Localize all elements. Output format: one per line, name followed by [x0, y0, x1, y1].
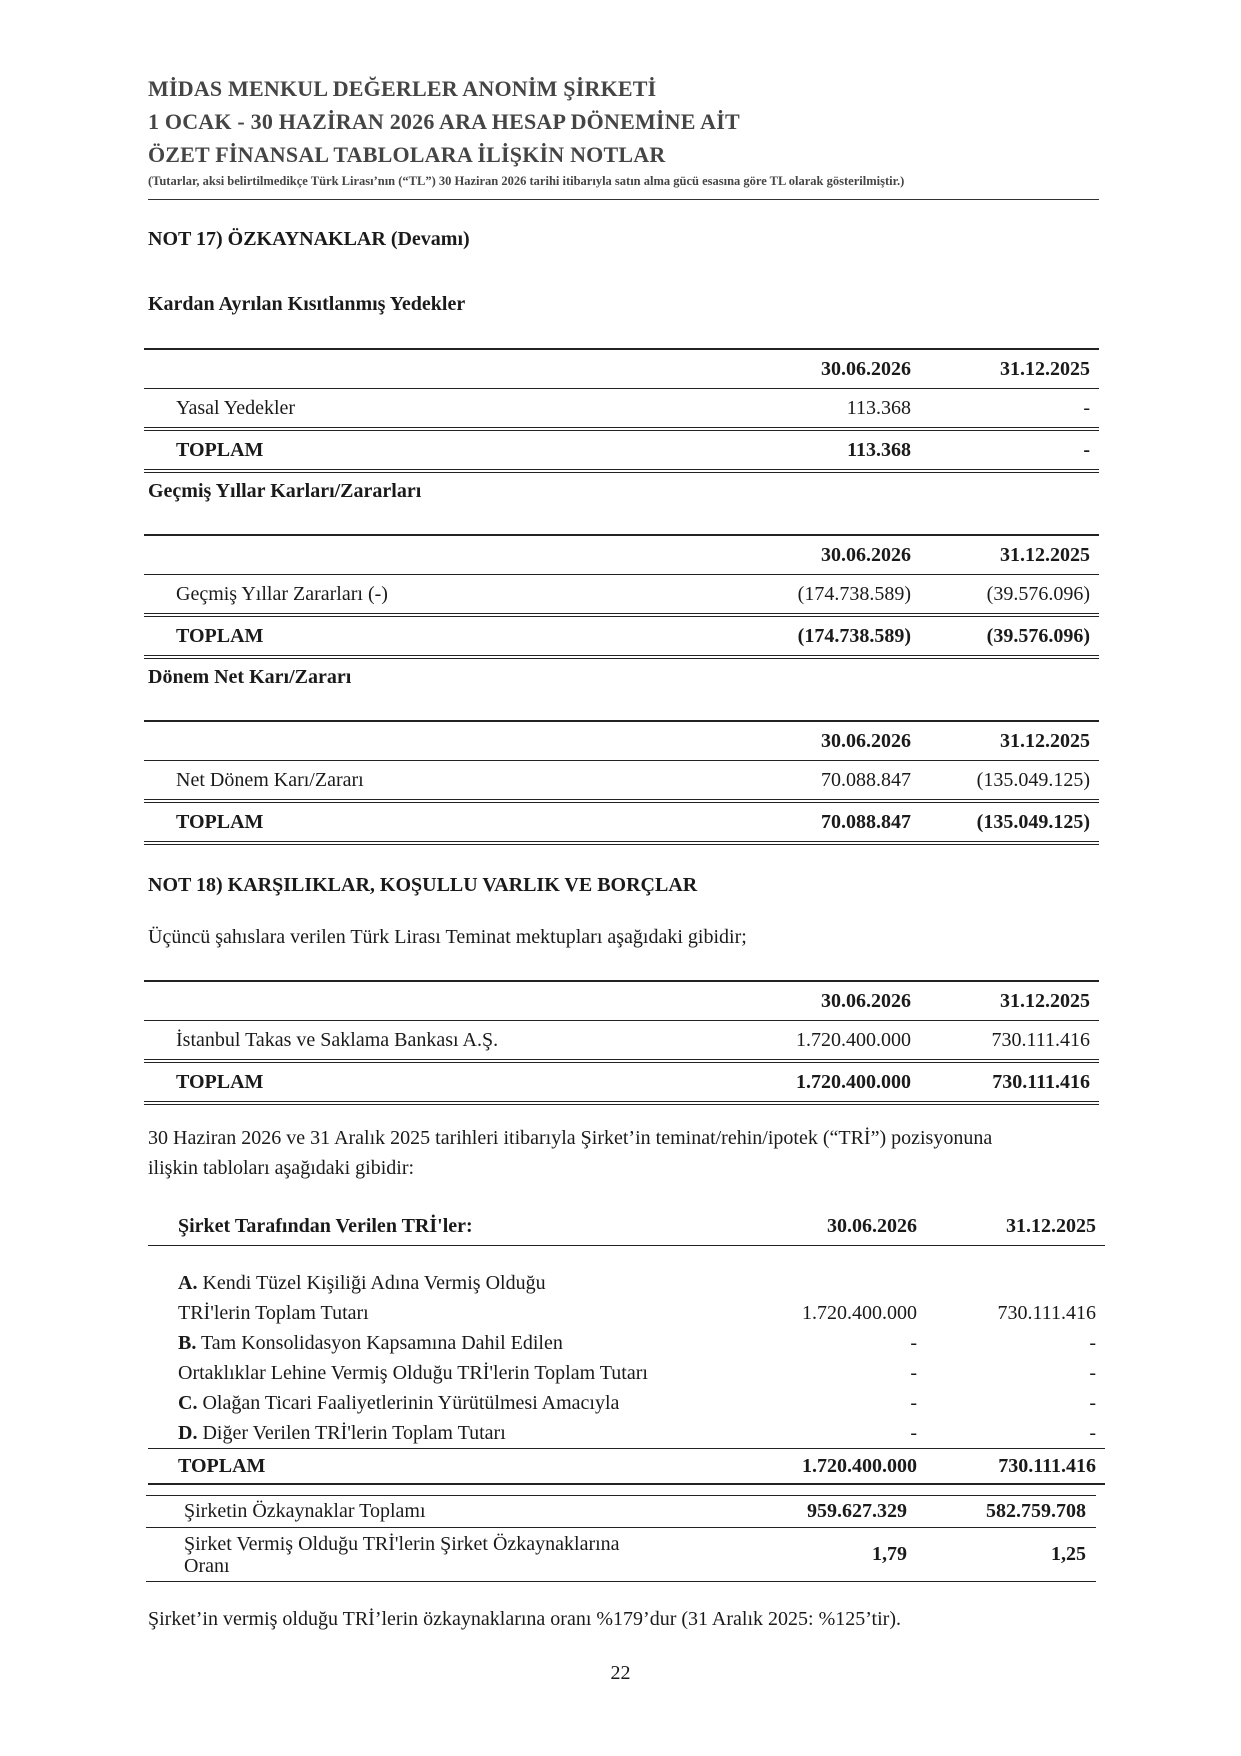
row-prefix: C.	[178, 1391, 198, 1414]
table-header-row	[144, 349, 1099, 389]
company-name: MİDAS MENKUL DEĞERLER ANONİM ŞİRKETİ	[148, 76, 657, 101]
table-header-row	[144, 535, 1099, 575]
row-label: Diğer Verilen TRİ'lerin Toplam Tutarı	[197, 1421, 506, 1444]
row-label: Net Dönem Karı/Zararı	[176, 768, 364, 791]
total-label: TOPLAM	[178, 1454, 266, 1477]
row-label: Yasal Yedekler	[176, 396, 296, 419]
row-label: İstanbul Takas ve Saklama Bankası A.Ş.	[176, 1028, 499, 1051]
total-value: 1.720.400.000	[802, 1454, 917, 1477]
row-value: -	[910, 1331, 917, 1354]
tri-intro-line1: 30 Haziran 2026 ve 31 Aralık 2025 tarihleri itibarıyla Şirket’in teminat/rehin/ipotek (“TRİ”) pozisyonuna	[148, 1127, 993, 1149]
row-value: -	[1089, 1331, 1096, 1354]
tri-row-d	[148, 1418, 1105, 1448]
row-value: 1.720.400.000	[796, 1028, 911, 1051]
retained-earnings-table	[144, 534, 1099, 659]
total-value: (135.049.125)	[920, 801, 1099, 843]
row-value: -	[1089, 1361, 1096, 1384]
row-value: 113.368	[846, 396, 911, 419]
row-label: Tam Konsolidasyon Kapsamına Dahil Edilen	[196, 1331, 563, 1354]
column-header: 30.06.2026	[827, 1214, 917, 1237]
total-value: 730.111.416	[920, 1061, 1099, 1103]
header-divider	[148, 199, 1099, 200]
currency-note: (Tutarlar, aksi belirtilmedikçe Türk Lirası’nın (“TL”) 30 Haziran 2026 tarihi itibarıyla satın alma gücü esasına göre TL olarak gösterilmiştir.)	[148, 174, 905, 188]
total-value: (39.576.096)	[920, 615, 1099, 657]
total-row	[148, 1448, 1105, 1485]
row-prefix: B.	[178, 1331, 197, 1354]
table-header-row	[148, 1207, 1105, 1246]
net-profit-title: Dönem Net Karı/Zararı	[148, 666, 352, 688]
restricted-reserves-title: Kardan Ayrılan Kısıtlanmış Yedekler	[148, 293, 466, 315]
tri-table	[148, 1207, 1105, 1485]
tri-header-label: Şirket Tarafından Verilen TRİ'ler:	[178, 1214, 473, 1237]
total-value: (174.738.589)	[751, 615, 920, 657]
spacer-row	[148, 1246, 1105, 1268]
column-header: 30.06.2026	[751, 349, 920, 389]
row-label: Ortaklıklar Lehine Vermiş Olduğu TRİ'lerin Toplam Tutarı	[178, 1361, 648, 1384]
row-value: (174.738.589)	[797, 582, 911, 605]
tri-row-b-line2	[148, 1358, 1105, 1388]
tri-row-a-line2	[148, 1298, 1105, 1328]
total-value: 1.720.400.000	[751, 1061, 920, 1103]
row-value: 730.111.416	[991, 1028, 1090, 1051]
row-value: (39.576.096)	[986, 582, 1090, 605]
total-value: -	[920, 429, 1099, 471]
total-value: 113.368	[751, 429, 920, 471]
row-value: 1,25	[915, 1528, 1096, 1582]
row-value: 959.627.329	[736, 1496, 915, 1528]
guarantee-intro: Üçüncü şahıslara verilen Türk Lirası Teminat mektupları aşağıdaki gibidir;	[148, 926, 747, 948]
table-header-row	[144, 721, 1099, 761]
note18-title: NOT 18) KARŞILIKLAR, KOŞULLU VARLIK VE BORÇLAR	[148, 874, 698, 896]
table-row	[146, 1528, 1096, 1582]
row-value: 1.720.400.000	[802, 1301, 917, 1324]
total-value: 70.088.847	[751, 801, 920, 843]
row-value: -	[1083, 396, 1090, 419]
guarantee-letters-table	[144, 980, 1099, 1105]
row-value: -	[910, 1391, 917, 1414]
row-label: Şirketin Özkaynaklar Toplamı	[146, 1496, 736, 1528]
total-label: TOPLAM	[144, 1061, 751, 1103]
column-header: 30.06.2026	[751, 981, 920, 1021]
table-row	[144, 1021, 1099, 1062]
equity-ratio-table	[146, 1495, 1096, 1582]
row-value: (135.049.125)	[976, 768, 1090, 791]
row-value: 730.111.416	[997, 1301, 1096, 1324]
row-value: -	[1089, 1391, 1096, 1414]
table-header-row	[144, 981, 1099, 1021]
row-label: TRİ'lerin Toplam Tutarı	[178, 1301, 369, 1324]
column-header: 31.12.2025	[920, 349, 1099, 389]
note17-title: NOT 17) ÖZKAYNAKLAR (Devamı)	[148, 228, 470, 250]
row-prefix: A.	[178, 1271, 198, 1294]
row-value: -	[910, 1361, 917, 1384]
row-value: -	[910, 1421, 917, 1444]
row-label: Olağan Ticari Faaliyetlerinin Yürütülmesi Amacıyla	[197, 1391, 620, 1414]
restricted-reserves-table	[144, 348, 1099, 473]
total-row	[144, 801, 1099, 843]
row-label: Geçmiş Yıllar Zararları (-)	[176, 582, 388, 605]
row-value: 582.759.708	[915, 1496, 1096, 1528]
column-header: 31.12.2025	[920, 721, 1099, 761]
column-header: 31.12.2025	[1006, 1214, 1096, 1237]
column-header: 30.06.2026	[751, 535, 920, 575]
row-label: Kendi Tüzel Kişiliği Adına Vermiş Olduğu	[197, 1271, 546, 1294]
tri-row-a-line1	[148, 1268, 1105, 1298]
row-prefix: D.	[178, 1421, 198, 1444]
total-label: TOPLAM	[144, 429, 751, 471]
column-header: 31.12.2025	[920, 535, 1099, 575]
tri-row-b-line1	[148, 1328, 1105, 1358]
row-value: -	[1089, 1421, 1096, 1444]
notes-title: ÖZET FİNANSAL TABLOLARA İLİŞKİN NOTLAR	[148, 142, 666, 167]
tri-intro-line2: ilişkin tabloları aşağıdaki gibidir:	[148, 1157, 415, 1179]
closing-statement: Şirket’in vermiş olduğu TRİ’lerin özkaynaklarına oranı %179’dur (31 Aralık 2025: %125’tir).	[148, 1608, 901, 1630]
row-label: Şirket Vermiş Olduğu TRİ'lerin Şirket Özkaynaklarına	[184, 1532, 620, 1555]
table-row	[144, 761, 1099, 802]
table-row	[146, 1496, 1096, 1528]
column-header: 30.06.2026	[751, 721, 920, 761]
total-value: 730.111.416	[998, 1454, 1096, 1477]
row-value: 70.088.847	[821, 768, 911, 791]
period-title: 1 OCAK - 30 HAZİRAN 2026 ARA HESAP DÖNEMİNE AİT	[148, 109, 740, 134]
total-row	[144, 615, 1099, 657]
column-header: 31.12.2025	[920, 981, 1099, 1021]
retained-earnings-title: Geçmiş Yıllar Karları/Zararları	[148, 480, 422, 502]
page-number: 22	[610, 1662, 631, 1684]
tri-row-c	[148, 1388, 1105, 1418]
net-profit-table	[144, 720, 1099, 845]
total-row	[144, 1061, 1099, 1103]
table-row	[144, 389, 1099, 430]
total-row	[144, 429, 1099, 471]
row-value: 1,79	[736, 1528, 915, 1582]
total-label: TOPLAM	[144, 801, 751, 843]
total-label: TOPLAM	[144, 615, 751, 657]
row-label: Oranı	[184, 1554, 230, 1577]
table-row	[144, 575, 1099, 616]
